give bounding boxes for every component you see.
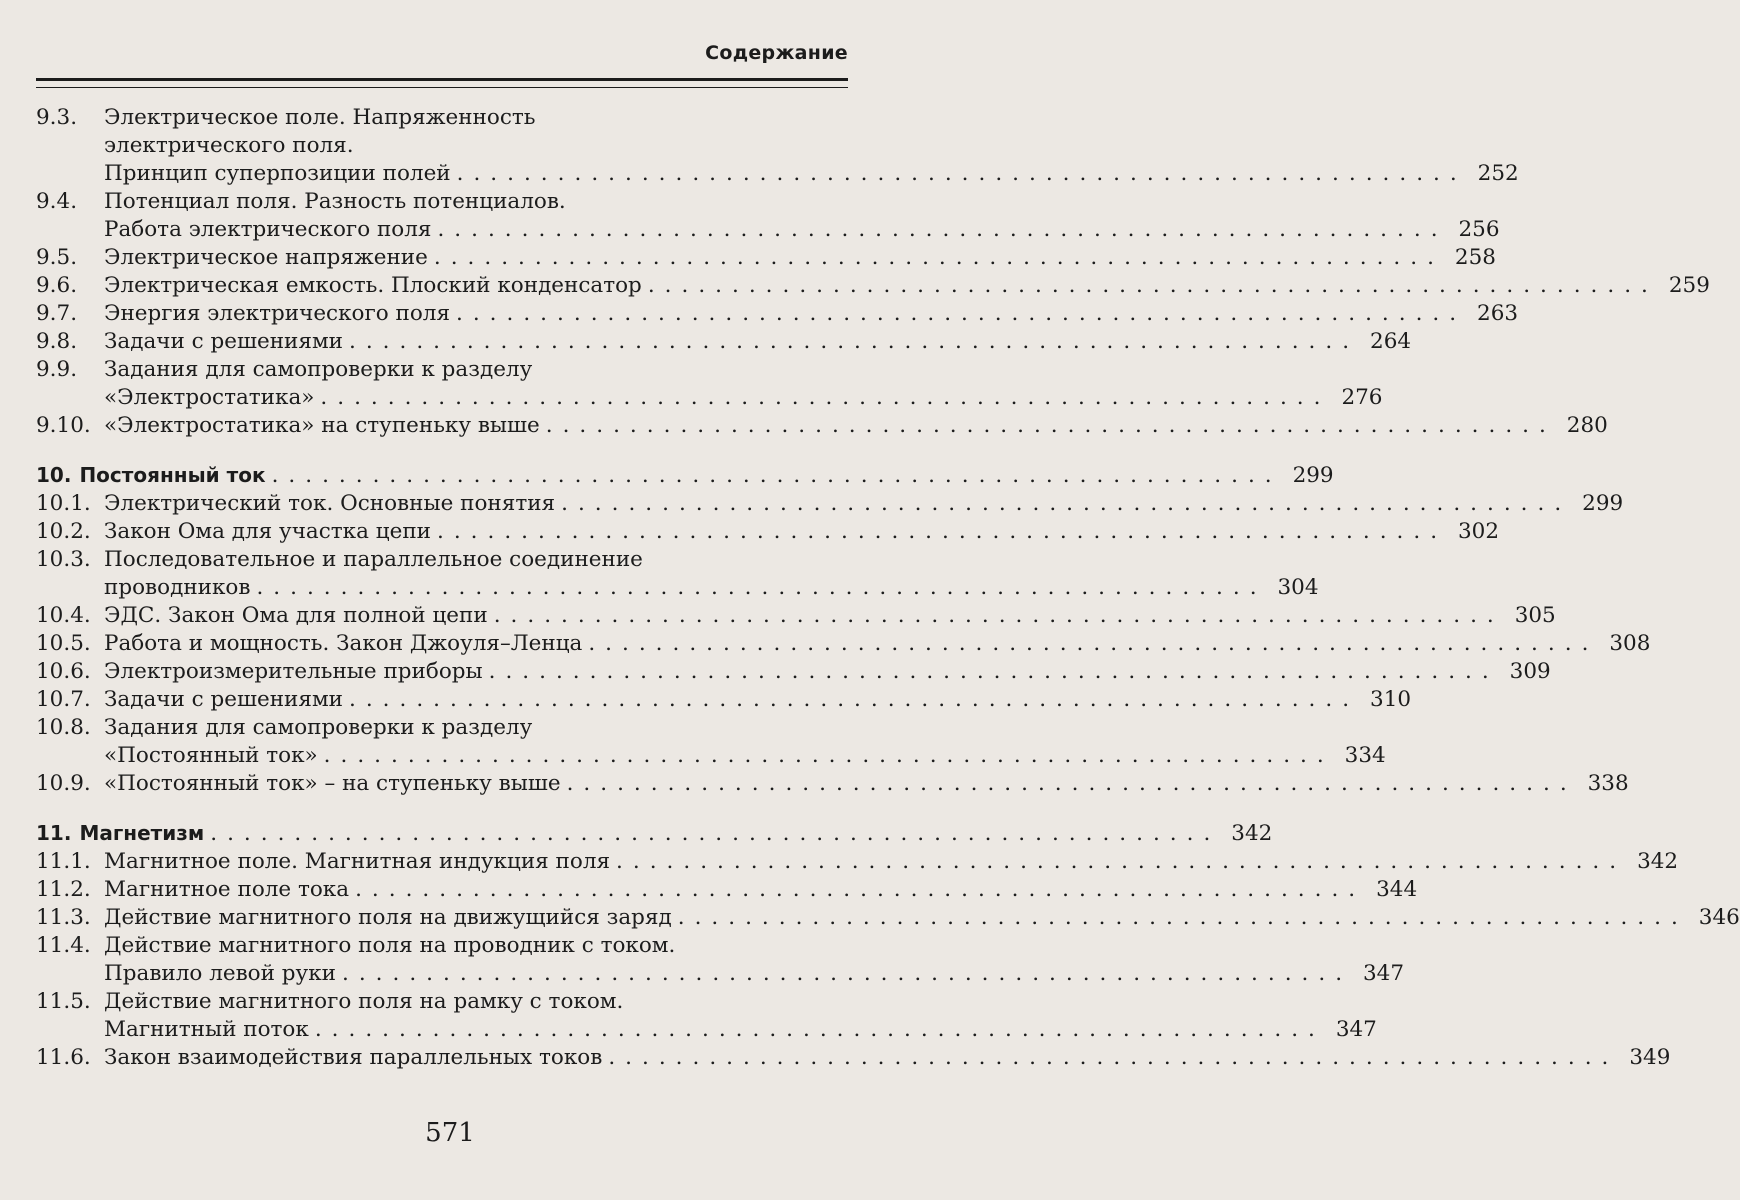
toc-title: Задания для самопроверки к разделу [104,357,533,382]
dot-leader: ............................................................ [437,217,1448,242]
toc-title: Правило левой руки [104,961,336,986]
toc-entry [36,188,1500,244]
toc-title: Магнитный поток [104,1017,309,1042]
toc-page-number: 256 [1458,217,1500,242]
toc-number: 11.1. [36,849,91,874]
dot-leader: ............................................................ [320,385,1331,410]
dot-leader: ............................................................ [349,329,1360,354]
toc-page-number: 259 [1668,273,1710,298]
toc-number: 10.7. [36,687,91,712]
toc-number: 9.3. [36,105,78,130]
toc-number: 11.2. [36,877,91,902]
toc-page-number: 342 [1231,821,1273,846]
toc-title: Магнетизм [79,821,205,845]
toc-page-number: 299 [1292,463,1334,488]
toc-page-number: 264 [1370,329,1412,354]
toc-entry [36,104,1519,188]
dot-leader: ............................................................ [210,821,1221,846]
toc-number: 9.7. [36,301,78,326]
toc-number: 10.1. [36,491,91,516]
dot-leader: ............................................................ [433,245,1444,270]
toc-entry [36,490,1624,518]
toc-number: 10.5. [36,631,91,656]
toc-page-number: 263 [1477,301,1519,326]
toc-page-number: 299 [1582,491,1624,516]
dot-leader: ............................................................ [355,877,1366,902]
header-rule-thin [36,87,848,88]
toc-chapter [36,819,1273,848]
toc-entry [36,686,1412,714]
toc-title: Электрическая емкость. Плоский конденсатор [104,273,642,298]
toc-page-number: 305 [1514,603,1556,628]
toc-entry [36,876,1418,904]
toc-entry [36,932,1405,988]
dot-leader: ............................................................ [436,519,1448,544]
toc-number: 9.6. [36,273,78,298]
toc-title: ЭДС. Закон Ома для полной цепи [104,603,488,628]
toc-title: Задания для самопроверки к разделу [104,715,533,740]
toc-page-number: 302 [1458,519,1500,544]
toc-page-number: 346 [1698,905,1740,930]
toc-title: Магнитное поле. Магнитная индукция поля [104,849,611,874]
toc-entry [36,904,1740,932]
dot-leader: ............................................................ [566,771,1577,796]
toc-page-number: 276 [1341,385,1383,410]
toc-number: 9.4. [36,189,78,214]
toc-number: 11.6. [36,1045,91,1070]
dot-leader: ............................................................ [561,491,1572,516]
toc-entry [36,848,1679,876]
dot-leader: ............................................................ [271,463,1282,488]
toc-title: Задачи с решениями [104,329,343,354]
toc-number: 9.5. [36,245,78,270]
toc-page-number: 252 [1477,161,1519,186]
dot-leader: ............................................................ [608,1045,1619,1070]
toc-title: проводников [104,575,251,600]
toc-title: «Постоянный ток» – на ступеньку выше [104,771,561,796]
toc-number: 11. [36,821,72,845]
table-of-contents [36,104,1740,1072]
toc-number: 9.8. [36,329,78,354]
toc-entry [36,714,1386,770]
toc-number: 9.9. [36,357,78,382]
toc-number: 9.10. [36,413,91,438]
dot-leader: ............................................................ [647,273,1658,298]
toc-title: Действие магнитного поля на рамку с током. [104,989,624,1014]
toc-number: 10.8. [36,715,91,740]
toc-title: Закон взаимодействия параллельных токов [104,1045,603,1070]
toc-number: 10.3. [36,547,91,572]
toc-title: Электрический ток. Основные понятия [104,491,556,516]
dot-leader: ............................................................ [545,413,1556,438]
toc-title: Последовательное и параллельное соединение [104,547,643,572]
toc-entry [36,1044,1671,1072]
toc-number: 11.4. [36,933,91,958]
dot-leader: ............................................................ [488,659,1499,684]
toc-title: Электрическое напряжение [104,245,428,270]
dot-leader: ............................................................ [677,905,1688,930]
dot-leader: ............................................................ [256,575,1267,600]
toc-title: Магнитное поле тока [104,877,350,902]
dot-leader: ............................................................ [588,631,1599,656]
running-header: Содержание [705,42,848,64]
toc-number: 10.9. [36,771,91,796]
page-number: 571 [425,1118,475,1148]
toc-entry [36,272,1710,300]
dot-leader: ............................................................ [314,1017,1325,1042]
toc-page-number: 347 [1363,961,1405,986]
toc-entry [36,518,1500,546]
toc-page-number: 308 [1609,631,1651,656]
toc-title: Принцип суперпозиции полей [104,161,451,186]
toc-number: 11.3. [36,905,91,930]
toc-title: Действие магнитного поля на проводник с током. [104,933,676,958]
toc-title: Энергия электрического поля [104,301,451,326]
toc-title: Электроизмерительные приборы [104,659,483,684]
toc-title: Работа и мощность. Закон Джоуля–Ленца [104,631,583,656]
toc-entry [36,356,1383,412]
toc-entry [36,770,1629,798]
toc-page-number: 334 [1344,743,1386,768]
toc-page-number: 280 [1566,413,1608,438]
toc-page-number: 342 [1637,849,1679,874]
toc-number: 11.5. [36,989,91,1014]
toc-page-number: 338 [1587,771,1629,796]
toc-number: 10.6. [36,659,91,684]
dot-leader: ............................................................ [493,603,1504,628]
dot-leader: ............................................................ [323,743,1334,768]
toc-page-number: 344 [1376,877,1418,902]
toc-page-number: 258 [1454,245,1496,270]
toc-number: 10.4. [36,603,91,628]
toc-entry [36,630,1651,658]
toc-title: Закон Ома для участка цепи [104,519,431,544]
dot-leader: ............................................................ [349,687,1360,712]
toc-entry [36,412,1608,440]
toc-chapter [36,461,1334,490]
toc-page-number: 310 [1370,687,1412,712]
toc-page-number: 309 [1509,659,1551,684]
toc-title: «Постоянный ток» [104,743,318,768]
toc-entry [36,300,1519,328]
toc-title: Действие магнитного поля на движущийся заряд [104,905,672,930]
toc-entry [36,658,1551,686]
header-rule [36,78,848,81]
toc-title: Постоянный ток [79,463,266,487]
toc-title: «Электростатика» [104,385,315,410]
toc-page-number: 347 [1335,1017,1377,1042]
toc-title: Задачи с решениями [104,687,343,712]
toc-title: электрического поля. [104,133,354,158]
toc-title: «Электростатика» на ступеньку выше [104,413,540,438]
dot-leader: ............................................................ [456,161,1467,186]
toc-title: Электрическое поле. Напряженность [104,105,536,130]
toc-number: 10.2. [36,519,91,544]
toc-entry [36,602,1556,630]
toc-title: Потенциал поля. Разность потенциалов. [104,189,566,214]
dot-leader: ............................................................ [456,301,1467,326]
toc-entry [36,328,1412,356]
toc-entry [36,546,1319,602]
dot-leader: ............................................................ [616,849,1627,874]
toc-number: 10. [36,463,72,487]
toc-page-number: 304 [1277,575,1319,600]
toc-title: Работа электрического поля [104,217,432,242]
toc-entry [36,244,1496,272]
toc-page-number: 349 [1629,1045,1671,1070]
dot-leader: ............................................................ [341,961,1353,986]
toc-entry [36,988,1377,1044]
